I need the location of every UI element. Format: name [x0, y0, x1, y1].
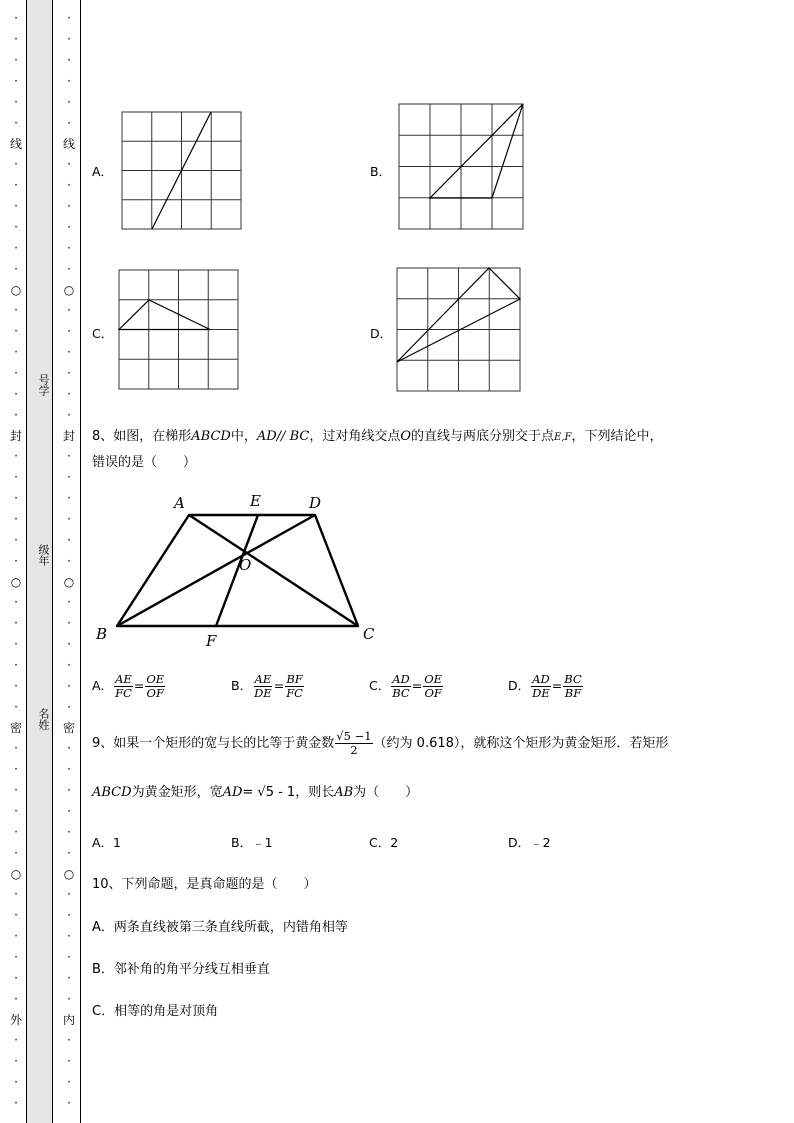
q8-option-c-label: C． [369, 678, 391, 694]
dots-inner: · · · · · · 线 · · · · · · ○ · · · · · · 封 · · · · · · ○ · · · · · · 密 · · · · · · ○ · · · · · · 内 · · · · [62, 11, 75, 1110]
q8-math: AD// BC [256, 429, 310, 444]
q8-math: O [400, 429, 411, 444]
denominator: 2 [350, 743, 358, 758]
label-A: A [174, 494, 185, 512]
q9-math: AD [222, 785, 243, 800]
q10-option-b: B．邻补角的角平分线互相垂直 [92, 962, 270, 977]
q8-math: E,F [554, 432, 572, 443]
denominator: BC [392, 686, 410, 701]
q8-option-d [508, 673, 584, 700]
numerator: BF [286, 672, 303, 686]
fraction [285, 673, 304, 700]
numerator: √5 −1 [336, 729, 372, 743]
numerator: AD [532, 672, 550, 686]
strip-label-grade: 级年 [37, 544, 50, 566]
margin-label: ○ [63, 867, 75, 881]
strip-label-number: 号学 [37, 374, 50, 396]
fraction [145, 673, 165, 700]
margin-label: 封 [62, 429, 75, 443]
q9-option-c: C．2 [369, 835, 399, 850]
q9-math: ABCD [92, 785, 132, 800]
q8-trapezoid-figure [90, 488, 390, 653]
q7-figure-a [121, 111, 243, 231]
margin-label: 封 [9, 429, 22, 443]
denominator: OF [424, 686, 442, 701]
q7-option-b-label: B． [370, 164, 392, 179]
label-C: C [363, 625, 375, 643]
fraction [531, 673, 551, 700]
q9-math: AB [334, 785, 354, 800]
margin-label: ○ [63, 575, 75, 589]
denominator: FC [286, 686, 303, 701]
margin-label: ○ [10, 283, 22, 297]
q8-text: ，下列结论中， [571, 429, 663, 444]
q10-stem: 10、下列命题，是真命题的是（ ） [92, 877, 317, 892]
margin-label: 密 [62, 721, 75, 735]
margin-label: 密 [9, 721, 22, 735]
q8-text: 中， [230, 429, 257, 444]
equals: = [273, 678, 285, 694]
fraction [423, 673, 443, 700]
q9-stem-line1 [92, 730, 668, 757]
q8-text: ，过对角线交点 [309, 429, 401, 444]
q9-option-a: A．1 [92, 835, 122, 850]
q8-stem-line2: 错误的是（ ） [92, 455, 197, 470]
q7-option-d-label: D． [370, 326, 393, 341]
fraction [563, 673, 582, 700]
golden-fraction [335, 730, 372, 757]
label-O: O [239, 556, 252, 574]
q8-option-d-label: D． [508, 678, 531, 694]
denominator: FC [115, 686, 132, 701]
dots-outer: · · · · · · 线 · · · · · · ○ · · · · · · 封 · · · · · · ○ · · · · · · 密 · · · · · · ○ · · · · · · 外 · · · · [9, 11, 22, 1110]
q9-text: 为黄金矩形，宽 [131, 785, 223, 800]
q8-option-b-label: B． [231, 678, 253, 694]
fraction [391, 673, 411, 700]
q8-text: 8、如图，在梯形 [92, 429, 192, 444]
margin-label: 外 [9, 1013, 22, 1027]
q10-option-a: A．两条直线被第三条直线所截，内错角相等 [92, 920, 348, 935]
q7-option-a-label: A． [92, 164, 114, 179]
numerator: AE [254, 672, 272, 686]
q10-option-c: C．相等的角是对顶角 [92, 1004, 219, 1019]
q8-math: ABCD [191, 429, 231, 444]
q9-stem-line2 [92, 781, 418, 800]
equals: = [551, 678, 563, 694]
q9-option-b: B．﹣1 [231, 835, 273, 850]
q8-option-b [231, 673, 305, 700]
equals: = [411, 678, 423, 694]
denominator: DE [254, 686, 272, 701]
margin-label: ○ [63, 283, 75, 297]
numerator: BC [564, 672, 582, 686]
label-E: E [250, 492, 261, 510]
strip-label-name: 名姓 [37, 708, 50, 730]
label-F: F [206, 632, 217, 650]
denominator: DE [532, 686, 550, 701]
numerator: OE [424, 672, 443, 686]
margin-label: 线 [9, 137, 22, 151]
q7-figure-b [398, 103, 525, 231]
q9-option-d: D．﹣2 [508, 835, 551, 850]
q8-stem-line1 [92, 425, 662, 444]
q9-text: 9、如果一个矩形的宽与长的比等于黄金数 [92, 736, 335, 752]
binding-rule [80, 0, 81, 1123]
equals: = [133, 678, 145, 694]
q7-figure-d [396, 267, 522, 393]
q7-figure-c [118, 269, 240, 391]
q9-text: （约为 0.618），就称这个矩形为黄金矩形．若矩形 [373, 736, 669, 752]
fraction [253, 673, 273, 700]
q7-option-c-label: C． [92, 326, 114, 341]
q8-text: 的直线与两底分别交于点 [411, 429, 555, 444]
margin-label: ○ [10, 867, 22, 881]
q9-text: = √5 - 1，则长 [242, 785, 335, 800]
numerator: AE [115, 672, 132, 686]
q8-option-c [369, 673, 444, 700]
margin-label: 内 [62, 1013, 75, 1027]
q8-option-a-label: A． [92, 678, 114, 694]
margin-label: ○ [10, 575, 22, 589]
numerator: OE [146, 672, 165, 686]
denominator: BF [564, 686, 582, 701]
q8-option-a [92, 673, 166, 700]
q9-text: 为（ ） [353, 785, 419, 800]
label-D: D [309, 494, 322, 512]
label-B: B [96, 625, 108, 643]
fraction [114, 673, 133, 700]
numerator: AD [392, 672, 410, 686]
margin-label: 线 [62, 137, 75, 151]
denominator: OF [146, 686, 164, 701]
